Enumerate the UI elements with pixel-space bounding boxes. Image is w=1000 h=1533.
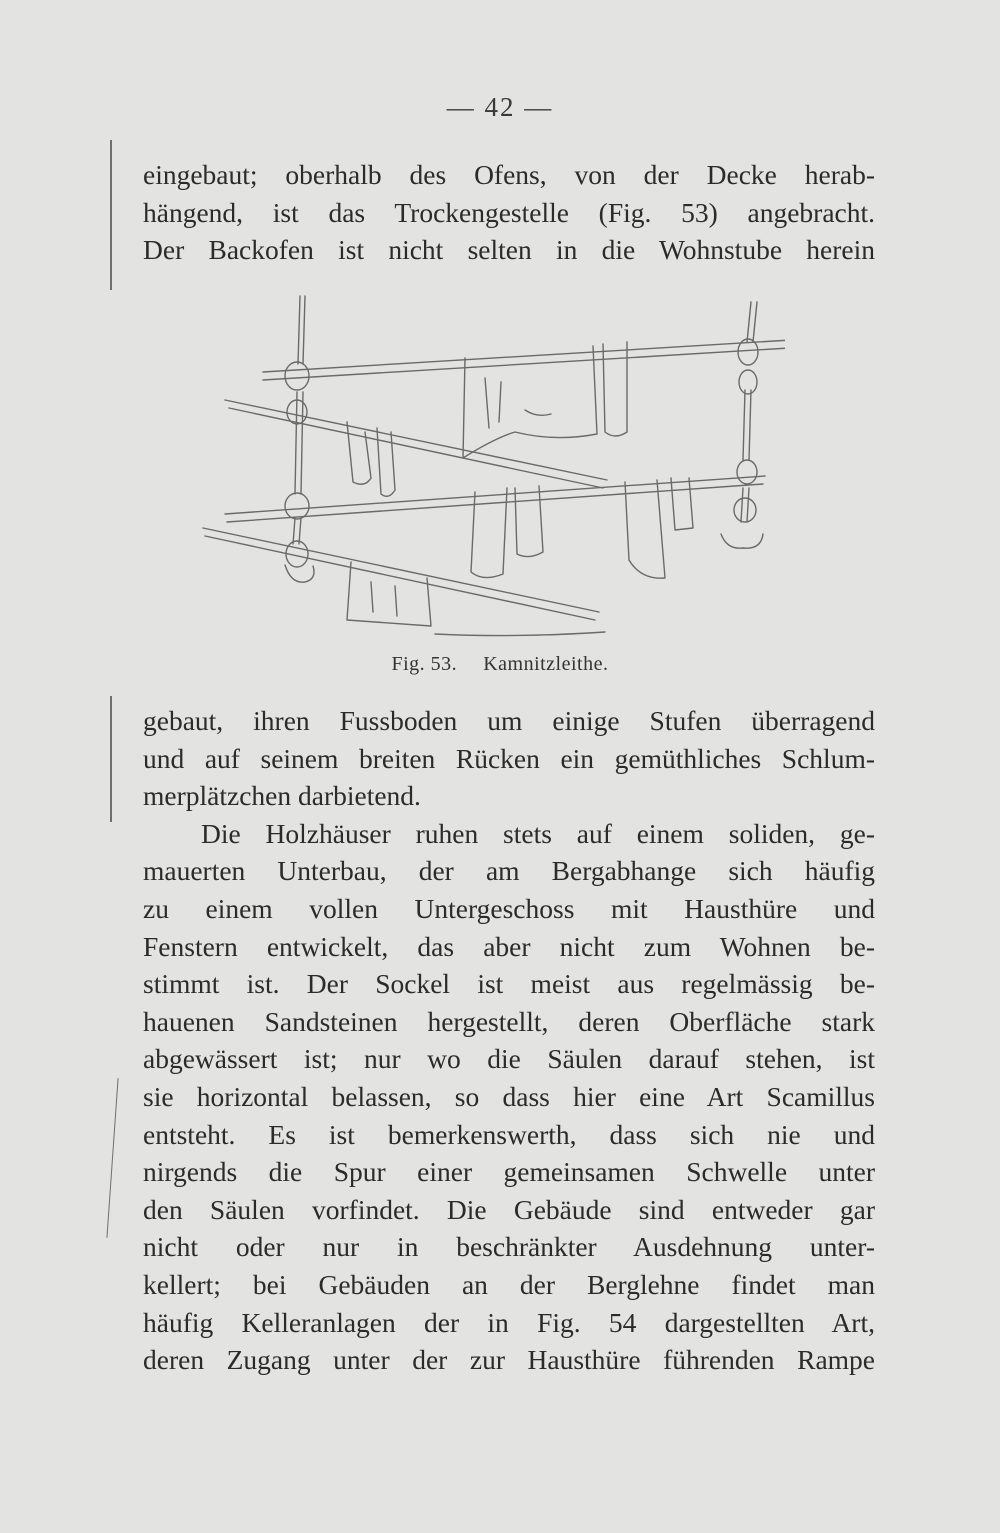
text-line: eingebaut; oberhalb des Ofens, von der Decke herab-: [143, 159, 875, 190]
text-line: Der Backofen ist nicht selten in die Wohnstube herein: [143, 234, 875, 266]
text-line: sie horizontal belassen, so dass hier eine Art Scamillus: [143, 1080, 875, 1112]
figure-caption: [0, 653, 1000, 676]
text-line: und auf seinem breiten Rücken ein gemüthliches Schlum-: [143, 742, 875, 774]
text-line: Die Holzhäuser ruhen stets auf einem soliden, ge-: [201, 817, 875, 849]
figure-label: Fig. 53.: [391, 653, 458, 675]
text-line: entsteht. Es ist bemerkenswerth, dass sich nie und: [143, 1118, 875, 1150]
text-line: häufig Kelleranlagen der in Fig. 54 dargestellten Art,: [143, 1306, 875, 1338]
margin-mark-bottom: [106, 1078, 118, 1238]
margin-mark-middle: [110, 696, 112, 822]
text-line: hängend, ist das Trockengestelle (Fig. 53) angebracht.: [143, 196, 875, 228]
figure-title: Kamnitzleithe.: [483, 653, 609, 675]
text-line: zu einem vollen Untergeschoss mit Hausthüre und: [143, 892, 875, 924]
drying-rack-sketch: [195, 282, 785, 654]
text-line: abgewässert ist; nur wo die Säulen darauf stehen, ist: [143, 1043, 875, 1075]
text-line: kellert; bei Gebäuden an der Berglehne findet man: [143, 1268, 875, 1300]
text-line: merplätzchen darbietend.: [143, 780, 421, 812]
text-line: stimmt ist. Der Sockel ist meist aus regelmässig be-: [143, 968, 875, 1000]
text-line: deren Zugang unter der zur Hausthüre führenden Rampe: [143, 1344, 875, 1376]
page-number: — 42 —: [446, 92, 554, 122]
text-line: Fenstern entwickelt, das aber nicht zum Wohnen be-: [143, 930, 875, 962]
text-line: hauenen Sandsteinen hergestellt, deren Oberfläche stark: [143, 1005, 875, 1037]
top-text: [143, 156, 875, 269]
text-line: den Säulen vorfindet. Die Gebäude sind entweder gar: [143, 1193, 875, 1225]
body-text: [143, 702, 875, 1379]
text-line: nicht oder nur in beschränkter Ausdehnung unter-: [143, 1231, 875, 1263]
text-line: gebaut, ihren Fussboden um einige Stufen überragend: [143, 705, 875, 736]
text-line: mauerten Unterbau, der am Bergabhange sich häufig: [143, 855, 875, 887]
text-line: nirgends die Spur einer gemeinsamen Schwelle unter: [143, 1156, 875, 1188]
margin-mark-top: [110, 140, 112, 290]
